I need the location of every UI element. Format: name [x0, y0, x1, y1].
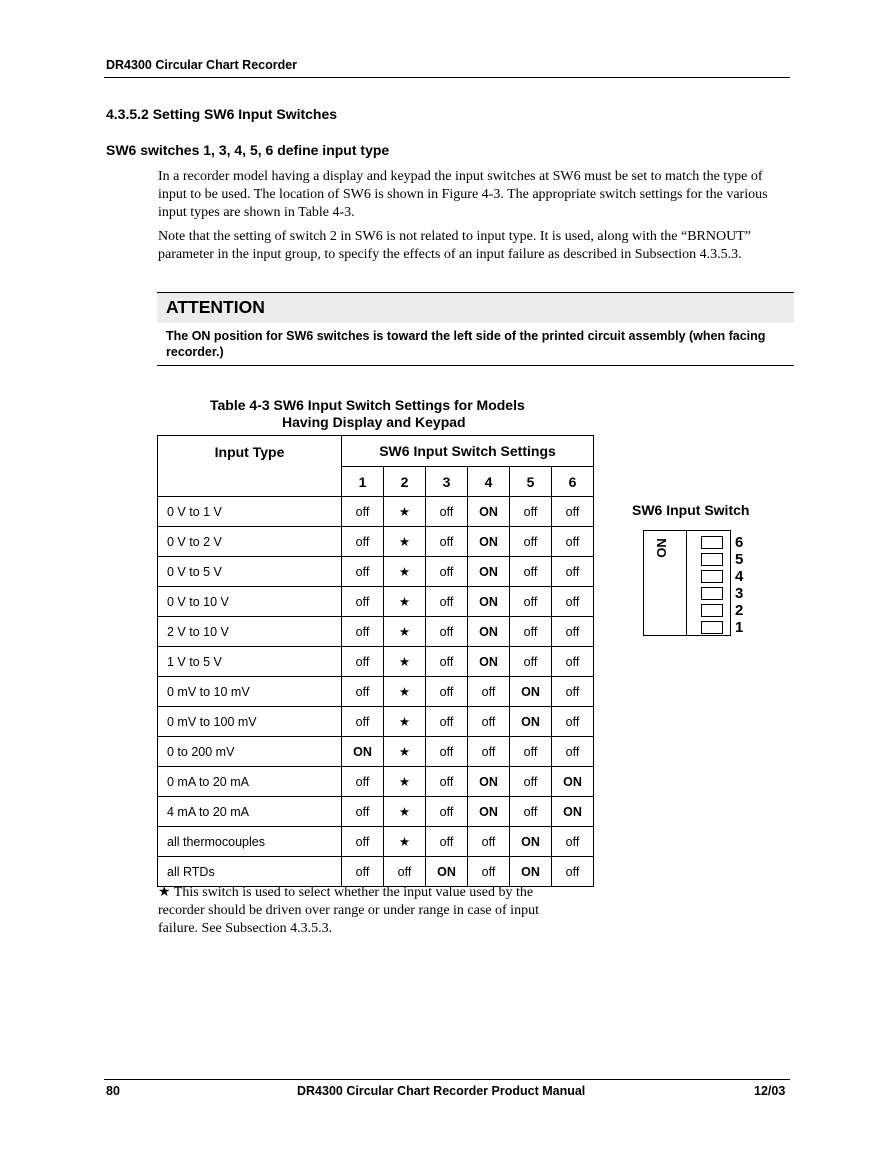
switch-setting-cell: off: [552, 587, 594, 617]
header-switch-5: 5: [510, 467, 552, 497]
switch-setting-cell: off: [426, 827, 468, 857]
input-type-cell: 0 to 200 mV: [158, 737, 342, 767]
switch-setting-cell: off: [552, 677, 594, 707]
table-row: [158, 857, 594, 887]
footer-manual-title: DR4300 Circular Chart Recorder Product Manual: [297, 1084, 586, 1098]
switch-setting-cell: ★: [384, 497, 426, 527]
switch-setting-cell: off: [552, 527, 594, 557]
table-row: [158, 677, 594, 707]
table-row: [158, 527, 594, 557]
switch-setting-cell: off: [552, 497, 594, 527]
input-type-cell: 1 V to 5 V: [158, 647, 342, 677]
switch-setting-cell: off: [342, 587, 384, 617]
input-type-cell: 0 mV to 10 mV: [158, 677, 342, 707]
table-row: [158, 497, 594, 527]
switch-setting-cell: ON: [468, 587, 510, 617]
attention-bottom-rule: [157, 365, 794, 366]
switch-setting-cell: ON: [468, 557, 510, 587]
input-type-cell: 0 V to 10 V: [158, 587, 342, 617]
table-row: [158, 707, 594, 737]
dip-switch-number: 2: [735, 602, 744, 619]
switch-setting-cell: off: [426, 707, 468, 737]
switch-setting-cell: off: [342, 827, 384, 857]
header-rule: [104, 77, 790, 78]
dip-switch-slot: [701, 621, 723, 634]
switch-figure-divider: [686, 530, 687, 636]
attention-title: ATTENTION: [166, 297, 265, 317]
switch-setting-cell: off: [552, 857, 594, 887]
attention-text: The ON position for SW6 switches is toward the left side of the printed circuit assembly (when facing recorder.): [166, 329, 766, 359]
header-switch-6: 6: [552, 467, 594, 497]
switch-setting-cell: off: [342, 527, 384, 557]
switch-setting-cell: off: [426, 797, 468, 827]
switch-setting-cell: off: [510, 557, 552, 587]
table-row: [158, 797, 594, 827]
switch-setting-cell: ★: [384, 527, 426, 557]
switch-setting-cell: ★: [384, 587, 426, 617]
switch-setting-cell: off: [426, 557, 468, 587]
switch-setting-cell: ★: [384, 617, 426, 647]
switch-setting-cell: off: [468, 737, 510, 767]
switch-setting-cell: off: [342, 677, 384, 707]
subsection-title: SW6 switches 1, 3, 4, 5, 6 define input type: [106, 142, 390, 158]
switch-setting-cell: off: [510, 617, 552, 647]
switch-setting-cell: off: [426, 527, 468, 557]
switch-setting-cell: ON: [468, 527, 510, 557]
switch-setting-cell: ON: [426, 857, 468, 887]
table-row: [158, 647, 594, 677]
switch-setting-cell: ON: [468, 497, 510, 527]
switch-setting-cell: ON: [510, 857, 552, 887]
table-row: [158, 557, 594, 587]
table-row: [158, 827, 594, 857]
dip-switch-number: 5: [735, 551, 744, 568]
switch-setting-cell: off: [552, 737, 594, 767]
switch-setting-cell: ON: [468, 767, 510, 797]
switch-setting-cell: off: [468, 827, 510, 857]
switch-setting-cell: ON: [552, 797, 594, 827]
section-title: 4.3.5.2 Setting SW6 Input Switches: [106, 106, 338, 122]
table-row: [158, 587, 594, 617]
switch-setting-cell: off: [426, 587, 468, 617]
switch-setting-cell: ★: [384, 767, 426, 797]
switch-setting-cell: off: [552, 707, 594, 737]
header-switch-3: 3: [426, 467, 468, 497]
footer-date: 12/03: [754, 1084, 786, 1098]
dip-switch-slot: [701, 604, 723, 617]
switch-setting-cell: ★: [384, 557, 426, 587]
dip-switch-slot: [701, 536, 723, 549]
switch-setting-cell: ON: [342, 737, 384, 767]
switch-on-label: ON: [654, 538, 669, 558]
header-switch-4: 4: [468, 467, 510, 497]
switch-setting-cell: off: [552, 827, 594, 857]
dip-switch-slot: [701, 587, 723, 600]
input-type-cell: 0 V to 5 V: [158, 557, 342, 587]
switch-setting-cell: ★: [384, 737, 426, 767]
page-number: 80: [106, 1084, 120, 1098]
switch-setting-cell: ON: [468, 647, 510, 677]
switch-setting-cell: off: [552, 557, 594, 587]
switch-setting-cell: off: [342, 707, 384, 737]
switch-settings-table: [157, 435, 594, 887]
table-row: [158, 617, 594, 647]
dip-switch-number: 1: [735, 619, 744, 636]
switch-setting-cell: off: [468, 857, 510, 887]
switch-setting-cell: off: [510, 737, 552, 767]
body-paragraph-2: Note that the setting of switch 2 in SW6 is not related to input type. It is used, along with the “BRNOUT” parameter in the input group, to specify the effects of an input failure as described in Subsection 4.3.5.3.: [158, 229, 751, 262]
table-footnote: ★ This switch is used to select whether the input value used by the recorder should be driven over range or under range in case of input failure. See Subsection 4.3.5.3.: [158, 885, 539, 936]
dip-switch-slot: [701, 553, 723, 566]
switch-setting-cell: off: [510, 767, 552, 797]
switch-setting-cell: off: [510, 797, 552, 827]
switch-setting-cell: off: [510, 527, 552, 557]
switch-setting-cell: off: [468, 707, 510, 737]
dip-switch-number: 3: [735, 585, 744, 602]
input-type-cell: 0 V to 1 V: [158, 497, 342, 527]
dip-switch-slot: [701, 570, 723, 583]
switch-setting-cell: off: [426, 647, 468, 677]
switch-setting-cell: off: [426, 767, 468, 797]
header-input-type: Input Type: [158, 436, 342, 497]
switch-setting-cell: off: [552, 617, 594, 647]
switch-setting-cell: off: [342, 767, 384, 797]
switch-setting-cell: ON: [510, 827, 552, 857]
switch-setting-cell: off: [426, 617, 468, 647]
switch-setting-cell: off: [342, 857, 384, 887]
input-type-cell: 2 V to 10 V: [158, 617, 342, 647]
header-switch-1: 1: [342, 467, 384, 497]
switch-setting-cell: off: [510, 647, 552, 677]
switch-figure-label: SW6 Input Switch: [632, 502, 750, 518]
input-type-cell: 0 mA to 20 mA: [158, 767, 342, 797]
switch-setting-cell: off: [426, 737, 468, 767]
input-type-cell: 0 V to 2 V: [158, 527, 342, 557]
running-header: DR4300 Circular Chart Recorder: [106, 58, 298, 72]
table-caption-line-1: Table 4-3 SW6 Input Switch Settings for Models: [210, 397, 525, 413]
body-paragraph-1: In a recorder model having a display and keypad the input switches at SW6 must be set to match the type of input to be used. The location of SW6 is shown in Figure 4-3. The appropriate switch settings for the various input types are shown in Table 4-3.: [158, 169, 768, 220]
switch-setting-cell: off: [510, 587, 552, 617]
table-row: [158, 737, 594, 767]
switch-setting-cell: ON: [510, 707, 552, 737]
switch-setting-cell: ON: [468, 617, 510, 647]
switch-setting-cell: ★: [384, 677, 426, 707]
switch-setting-cell: ★: [384, 707, 426, 737]
dip-switch-number: 4: [735, 568, 744, 585]
input-type-cell: all RTDs: [158, 857, 342, 887]
switch-setting-cell: off: [342, 617, 384, 647]
switch-setting-cell: ★: [384, 647, 426, 677]
switch-setting-cell: ON: [468, 797, 510, 827]
footer-rule: [104, 1079, 790, 1080]
switch-setting-cell: off: [342, 647, 384, 677]
switch-setting-cell: ON: [510, 677, 552, 707]
table-row: [158, 767, 594, 797]
switch-setting-cell: off: [552, 647, 594, 677]
input-type-cell: all thermocouples: [158, 827, 342, 857]
switch-setting-cell: ON: [552, 767, 594, 797]
switch-setting-cell: off: [342, 797, 384, 827]
header-switch-settings: SW6 Input Switch Settings: [342, 436, 594, 467]
switch-setting-cell: off: [342, 557, 384, 587]
switch-setting-cell: off: [426, 677, 468, 707]
input-type-cell: 0 mV to 100 mV: [158, 707, 342, 737]
dip-switch-number: 6: [735, 534, 744, 551]
table-caption-line-2: Having Display and Keypad: [282, 414, 466, 430]
switch-setting-cell: off: [342, 497, 384, 527]
switch-setting-cell: off: [384, 857, 426, 887]
switch-setting-cell: off: [426, 497, 468, 527]
input-type-cell: 4 mA to 20 mA: [158, 797, 342, 827]
switch-setting-cell: off: [468, 677, 510, 707]
switch-setting-cell: ★: [384, 827, 426, 857]
header-switch-2: 2: [384, 467, 426, 497]
switch-setting-cell: off: [510, 497, 552, 527]
switch-setting-cell: ★: [384, 797, 426, 827]
